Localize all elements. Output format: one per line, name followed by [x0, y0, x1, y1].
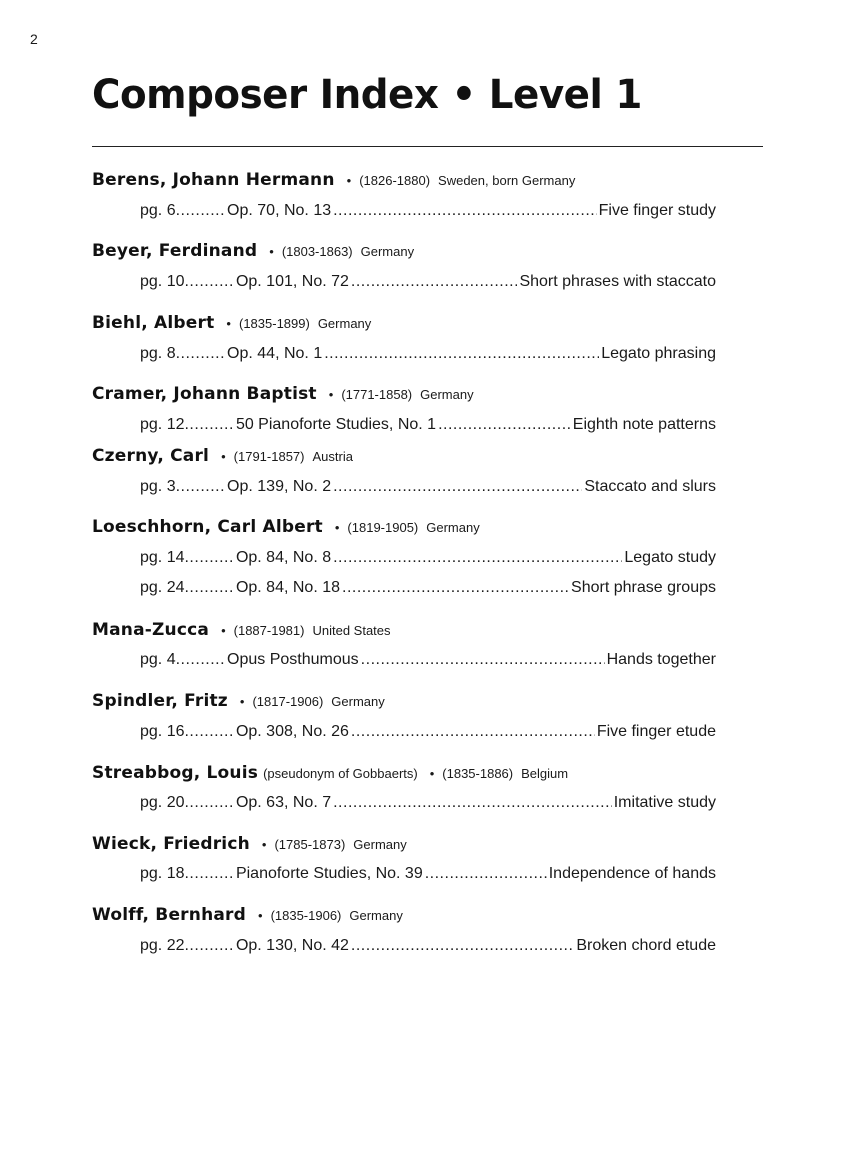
bullet: •: [328, 387, 334, 402]
work-description: Five finger etude: [596, 723, 716, 740]
work-description: Legato study: [624, 549, 716, 566]
composer-heading: [92, 517, 480, 537]
composer-name: Streabbog, Louis: [92, 763, 259, 783]
composer-name: Mana-Zucca: [92, 620, 210, 640]
composer-country: Germany: [317, 316, 372, 331]
work-page: pg. 20: [140, 794, 185, 811]
composer-country: Germany: [426, 520, 480, 535]
composer-country: Germany: [349, 908, 403, 923]
dot-leader: [176, 345, 225, 363]
bullet: •: [346, 173, 352, 188]
composer-country: Germany: [420, 387, 474, 402]
composer-dates: (1791-1857): [233, 449, 305, 464]
work-page: pg. 22: [140, 937, 185, 954]
composer-dates: (1819-1905): [347, 520, 419, 535]
composer-country: Germany: [360, 244, 415, 259]
composer-heading: [92, 384, 474, 404]
composer-note: (pseudonym of Gobbaerts): [263, 766, 418, 781]
composer-name: Wieck, Friedrich: [92, 834, 250, 854]
composer-name: Beyer, Ferdinand: [92, 241, 258, 261]
dot-leader: [184, 416, 233, 434]
dot-leader: [333, 478, 582, 496]
dot-leader: [184, 723, 233, 741]
composer-country: Belgium: [521, 766, 569, 781]
composer-name: Czerny, Carl: [92, 446, 210, 466]
work-description: Short phrases with staccato: [519, 273, 716, 290]
dot-leader: [176, 651, 225, 669]
work-opus: Op. 63, No. 7: [235, 794, 332, 811]
composer-heading: [92, 834, 407, 854]
composer-dates: (1887-1981): [233, 623, 305, 638]
work-opus: Op. 308, No. 26: [235, 723, 349, 740]
work-description: Legato phrasing: [601, 345, 716, 362]
work-entry: [140, 416, 716, 434]
dot-leader: [438, 416, 571, 434]
composer-heading: [92, 905, 403, 925]
work-entry: [140, 202, 716, 220]
work-opus: Op. 130, No. 42: [235, 937, 349, 954]
bullet: •: [221, 449, 226, 464]
dot-leader: [184, 579, 233, 597]
composer-name: Spindler, Fritz: [92, 691, 228, 711]
dot-leader: [351, 273, 518, 291]
work-opus: Op. 84, No. 18: [235, 579, 340, 596]
work-opus: Opus Posthumous: [227, 651, 359, 668]
work-opus: Op. 139, No. 2: [227, 478, 332, 495]
work-opus: Op. 101, No. 72: [235, 273, 349, 290]
work-page: pg. 24: [140, 579, 185, 596]
work-entry: [140, 937, 716, 955]
composer-heading: [92, 763, 568, 783]
work-description: Independence of hands: [548, 865, 716, 882]
composer-country: Germany: [331, 694, 385, 709]
work-opus: 50 Pianoforte Studies, No. 1: [235, 416, 437, 433]
dot-leader: [351, 937, 574, 955]
composer-heading: [92, 170, 575, 190]
work-description: Imitative study: [613, 794, 716, 811]
bullet: •: [239, 694, 245, 709]
work-page: pg. 4: [140, 651, 176, 668]
bullet: •: [334, 520, 340, 535]
composer-dates: (1771-1858): [341, 387, 413, 402]
composer-country: Austria: [312, 449, 353, 464]
dot-leader: [425, 865, 547, 883]
composer-country: United States: [312, 623, 391, 638]
composer-dates: (1835-1906): [270, 908, 342, 923]
work-entry: [140, 345, 716, 363]
composer-name: Wolff, Bernhard: [92, 905, 246, 925]
dot-leader: [184, 794, 233, 812]
work-entry: [140, 273, 716, 291]
composer-dates: (1826-1880): [359, 173, 431, 188]
work-page: pg. 8: [140, 345, 176, 362]
composer-heading: [92, 313, 371, 333]
work-opus: Pianoforte Studies, No. 39: [235, 865, 423, 882]
composer-name: Biehl, Albert: [92, 313, 215, 333]
composer-heading: [92, 620, 391, 640]
work-description: Short phrase groups: [571, 579, 716, 596]
composer-dates: (1835-1886): [442, 766, 514, 781]
work-opus: Op. 70, No. 13: [227, 202, 332, 219]
composer-heading: [92, 446, 353, 466]
bullet: •: [258, 908, 263, 923]
work-page: pg. 12: [140, 416, 185, 433]
bullet: •: [429, 766, 435, 781]
dot-leader: [176, 478, 225, 496]
work-page: pg. 10: [140, 273, 185, 290]
dot-leader: [361, 651, 605, 669]
work-description: Broken chord etude: [576, 937, 716, 954]
work-entry: [140, 549, 716, 567]
work-description: Hands together: [606, 651, 716, 668]
composer-name: Berens, Johann Hermann: [92, 170, 335, 190]
work-entry: [140, 651, 716, 669]
composer-country: Sweden, born Germany: [438, 173, 576, 188]
page-number: 2: [30, 31, 38, 47]
page-title: Composer Index • Level 1: [92, 72, 642, 118]
composer-dates: (1817-1906): [252, 694, 324, 709]
dot-leader: [184, 549, 233, 567]
dot-leader: [184, 865, 233, 883]
work-entry: [140, 579, 716, 597]
bullet: •: [261, 837, 267, 852]
composer-dates: (1785-1873): [274, 837, 346, 852]
composer-name: Cramer, Johann Baptist: [92, 384, 317, 404]
work-opus: Op. 84, No. 8: [235, 549, 332, 566]
bullet: •: [269, 244, 274, 259]
work-entry: [140, 723, 716, 741]
work-page: pg. 14: [140, 549, 185, 566]
work-entry: [140, 794, 716, 812]
composer-heading: [92, 691, 385, 711]
bullet: •: [226, 316, 231, 331]
dot-leader: [333, 202, 597, 220]
work-entry: [140, 865, 716, 883]
dot-leader: [351, 723, 595, 741]
work-description: Staccato and slurs: [584, 478, 716, 495]
work-page: pg. 18: [140, 865, 185, 882]
composer-dates: (1835-1899): [238, 316, 310, 331]
dot-leader: [342, 579, 569, 597]
work-page: pg. 16: [140, 723, 185, 740]
dot-leader: [176, 202, 225, 220]
composer-dates: (1803-1863): [281, 244, 353, 259]
work-description: Eighth note patterns: [572, 416, 716, 433]
work-page: pg. 6: [140, 202, 176, 219]
title-divider: [92, 146, 763, 147]
work-opus: Op. 44, No. 1: [227, 345, 323, 362]
work-entry: [140, 478, 716, 496]
work-page: pg. 3: [140, 478, 176, 495]
dot-leader: [333, 549, 622, 567]
composer-country: Germany: [353, 837, 407, 852]
dot-leader: [184, 273, 233, 291]
composer-name: Loeschhorn, Carl Albert: [92, 517, 323, 537]
bullet: •: [221, 623, 226, 638]
dot-leader: [184, 937, 233, 955]
dot-leader: [333, 794, 612, 812]
dot-leader: [324, 345, 599, 363]
work-description: Five finger study: [598, 202, 716, 219]
composer-heading: [92, 241, 414, 261]
